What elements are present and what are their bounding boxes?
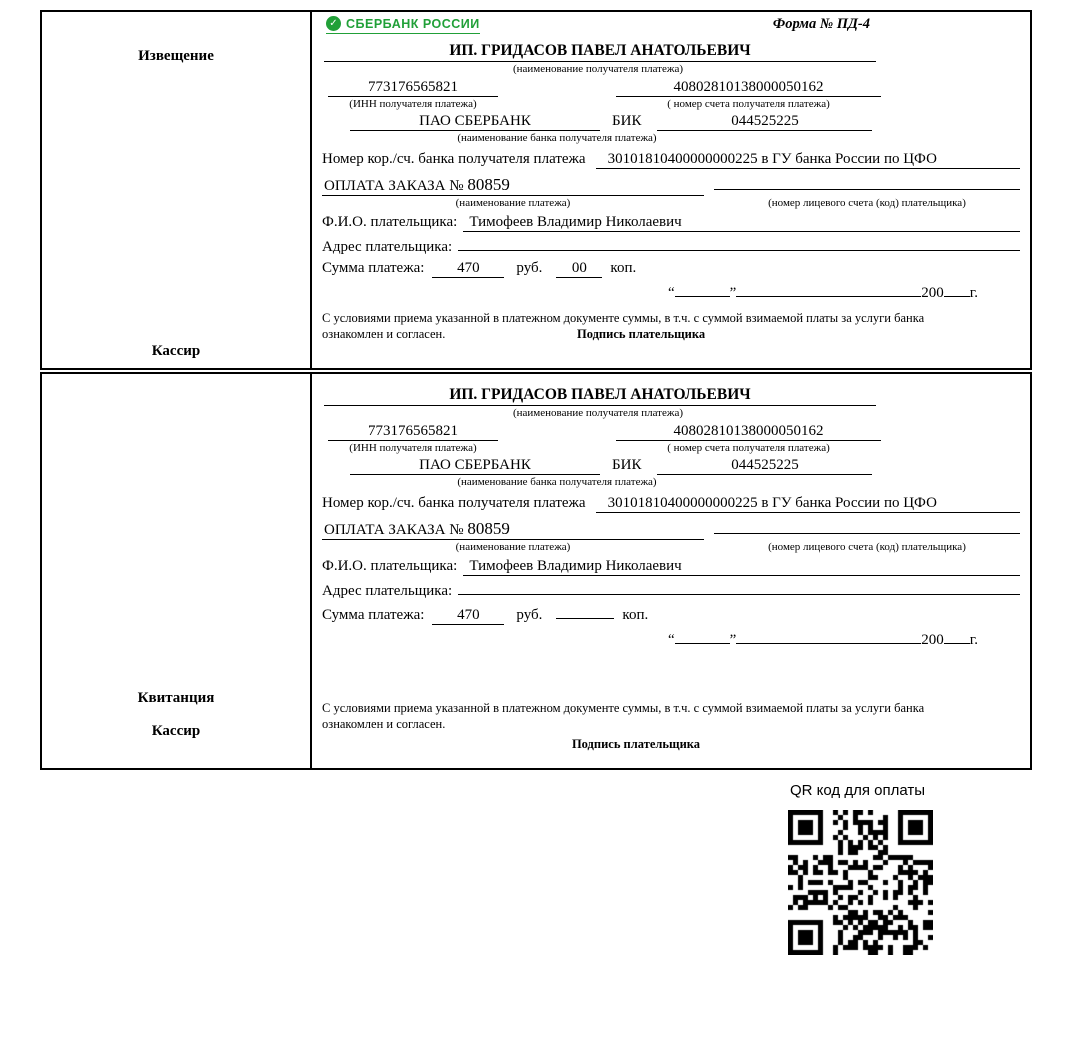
account-value: 40802810138000050162 (616, 423, 881, 441)
date-month-line (736, 282, 921, 297)
recipient-name: ИП. ГРИДАСОВ ПАВЕЛ АНАТОЛЬЕВИЧ (324, 42, 876, 62)
receipt-form (312, 374, 1030, 768)
notice-title: Извещение (138, 48, 214, 64)
bik-label: БИК (612, 457, 642, 473)
terms-block (322, 700, 1020, 752)
date-quote-close: ” (729, 285, 737, 301)
payer-name-label: Ф.И.О. плательщика: (322, 214, 458, 230)
date-quote-open: “ (667, 285, 675, 301)
date-year-suffix: г. (969, 285, 978, 301)
corr-account-label: Номер кор./сч. банка получателя платежа (322, 495, 586, 511)
purpose-number: 80859 (467, 175, 510, 194)
bank-row (322, 457, 1020, 475)
account-caption: ( номер счета получателя платежа) (667, 98, 830, 110)
signature-label: Подпись плательщика (577, 327, 706, 341)
sum-rub-value: 470 (432, 607, 504, 625)
notice-left-column (42, 12, 312, 368)
corr-account-value: 30101810400000000225 в ГУ банка России по ЦФО (596, 495, 1020, 513)
account-caption: ( номер счета получателя платежа) (667, 442, 830, 454)
notice-slip (40, 10, 1032, 370)
date-day-line (675, 282, 730, 297)
payment-purpose (322, 519, 704, 540)
corr-account-value: 30101810400000000225 в ГУ банка России по ЦФО (596, 151, 1020, 169)
cashier-label: Кассир (151, 343, 201, 359)
sum-rub-value: 470 (432, 260, 504, 278)
date-row (322, 282, 1020, 302)
sum-label: Сумма платежа: (322, 260, 425, 276)
payer-address-value (458, 236, 1020, 251)
qr-code (788, 810, 933, 955)
receipt-left-column (42, 374, 312, 768)
purpose-row (322, 519, 1020, 540)
cashier-label: Кассир (151, 723, 201, 739)
payer-address-value (458, 580, 1020, 595)
purpose-label: ОПЛАТА ЗАКАЗА № (324, 522, 464, 538)
date-day-line (675, 629, 730, 644)
corr-account-row (322, 495, 1020, 513)
sum-label: Сумма платежа: (322, 607, 425, 623)
personal-account-line (714, 519, 1020, 534)
account-value: 40802810138000050162 (616, 79, 881, 97)
bank-caption: (наименование банка получателя платежа) (457, 476, 657, 488)
corr-account-row (322, 151, 1020, 169)
payer-address-row (322, 580, 1020, 600)
bank-name: ПАО СБЕРБАНК (350, 457, 600, 475)
qr-caption: QR код для оплаты (790, 782, 926, 799)
kop-label: коп. (610, 260, 637, 276)
inn-account-row (322, 423, 1020, 441)
inn-value: 773176565821 (328, 423, 498, 441)
bank-row (322, 113, 1020, 131)
sberbank-logo (326, 16, 480, 34)
notice-form (312, 12, 1030, 368)
payment-purpose (322, 175, 704, 196)
signature-label: Подпись плательщика (571, 737, 701, 751)
kop-label: коп. (622, 607, 649, 623)
date-year-line (944, 282, 970, 297)
terms-block (322, 310, 1020, 342)
personal-account-caption: (номер лицевого счета (код) плательщика) (768, 541, 966, 553)
personal-account-line (714, 175, 1020, 190)
payer-name-row (322, 558, 1020, 576)
purpose-captions (322, 197, 1020, 209)
terms-text: С условиями приема указанной в платежном документе суммы, в т.ч. с суммой взимаемой платы за услуги банка ознакомлен и согласен. (322, 311, 925, 341)
purpose-caption: (наименование платежа) (455, 197, 571, 209)
bik-value: 044525225 (657, 457, 872, 475)
date-month-line (736, 629, 921, 644)
payer-address-label: Адрес плательщика: (322, 239, 453, 255)
receipt-slip (40, 372, 1032, 770)
purpose-captions (322, 541, 1020, 553)
purpose-caption: (наименование платежа) (455, 541, 571, 553)
date-row (322, 629, 1020, 649)
payer-address-label: Адрес плательщика: (322, 583, 453, 599)
sberbank-emblem-icon: ✓ (326, 16, 341, 31)
inn-account-captions (322, 98, 1020, 110)
bank-caption: (наименование банка получателя платежа) (457, 132, 657, 144)
payer-name-value: Тимофеев Владимир Николаевич (463, 558, 1020, 576)
payment-sum-row (322, 604, 1020, 625)
payment-sum-row (322, 260, 1020, 278)
date-year-line (944, 629, 970, 644)
inn-caption: (ИНН получателя платежа) (349, 442, 477, 454)
inn-account-row (322, 79, 1020, 97)
rub-label: руб. (516, 260, 543, 276)
corr-account-label: Номер кор./сч. банка получателя платежа (322, 151, 586, 167)
sum-kop-value: 00 (556, 260, 602, 278)
recipient-name: ИП. ГРИДАСОВ ПАВЕЛ АНАТОЛЬЕВИЧ (324, 386, 876, 406)
date-quote-open: “ (667, 632, 675, 648)
recipient-caption: (наименование получателя платежа) (512, 407, 684, 419)
notice-header-row (322, 16, 1020, 42)
date-year-suffix: г. (969, 632, 978, 648)
terms-text: С условиями приема указанной в платежном документе суммы, в т.ч. с суммой взимаемой платы за услуги банка ознакомлен и согласен. (322, 701, 925, 731)
date-quote-close: ” (729, 632, 737, 648)
qr-section (788, 782, 933, 955)
payer-name-row (322, 214, 1020, 232)
purpose-number: 80859 (467, 519, 510, 538)
date-year-prefix: 200 (921, 632, 944, 648)
personal-account-caption: (номер лицевого счета (код) плательщика) (768, 197, 966, 209)
inn-caption: (ИНН получателя платежа) (349, 98, 477, 110)
purpose-row (322, 175, 1020, 196)
date-year-prefix: 200 (921, 285, 944, 301)
form-number: Форма № ПД-4 (772, 16, 870, 32)
sum-kop-value (556, 604, 614, 619)
payer-address-row (322, 236, 1020, 256)
bank-name: ПАО СБЕРБАНК (350, 113, 600, 131)
receipt-title: Квитанция (137, 690, 215, 706)
payer-name-label: Ф.И.О. плательщика: (322, 558, 458, 574)
purpose-label: ОПЛАТА ЗАКАЗА № (324, 178, 464, 194)
inn-value: 773176565821 (328, 79, 498, 97)
rub-label: руб. (516, 607, 543, 623)
inn-account-captions (322, 442, 1020, 454)
recipient-caption: (наименование получателя платежа) (512, 63, 684, 75)
bik-value: 044525225 (657, 113, 872, 131)
bik-label: БИК (612, 113, 642, 129)
payer-name-value: Тимофеев Владимир Николаевич (463, 214, 1020, 232)
sberbank-logo-text: СБЕРБАНК РОССИИ (346, 16, 480, 31)
